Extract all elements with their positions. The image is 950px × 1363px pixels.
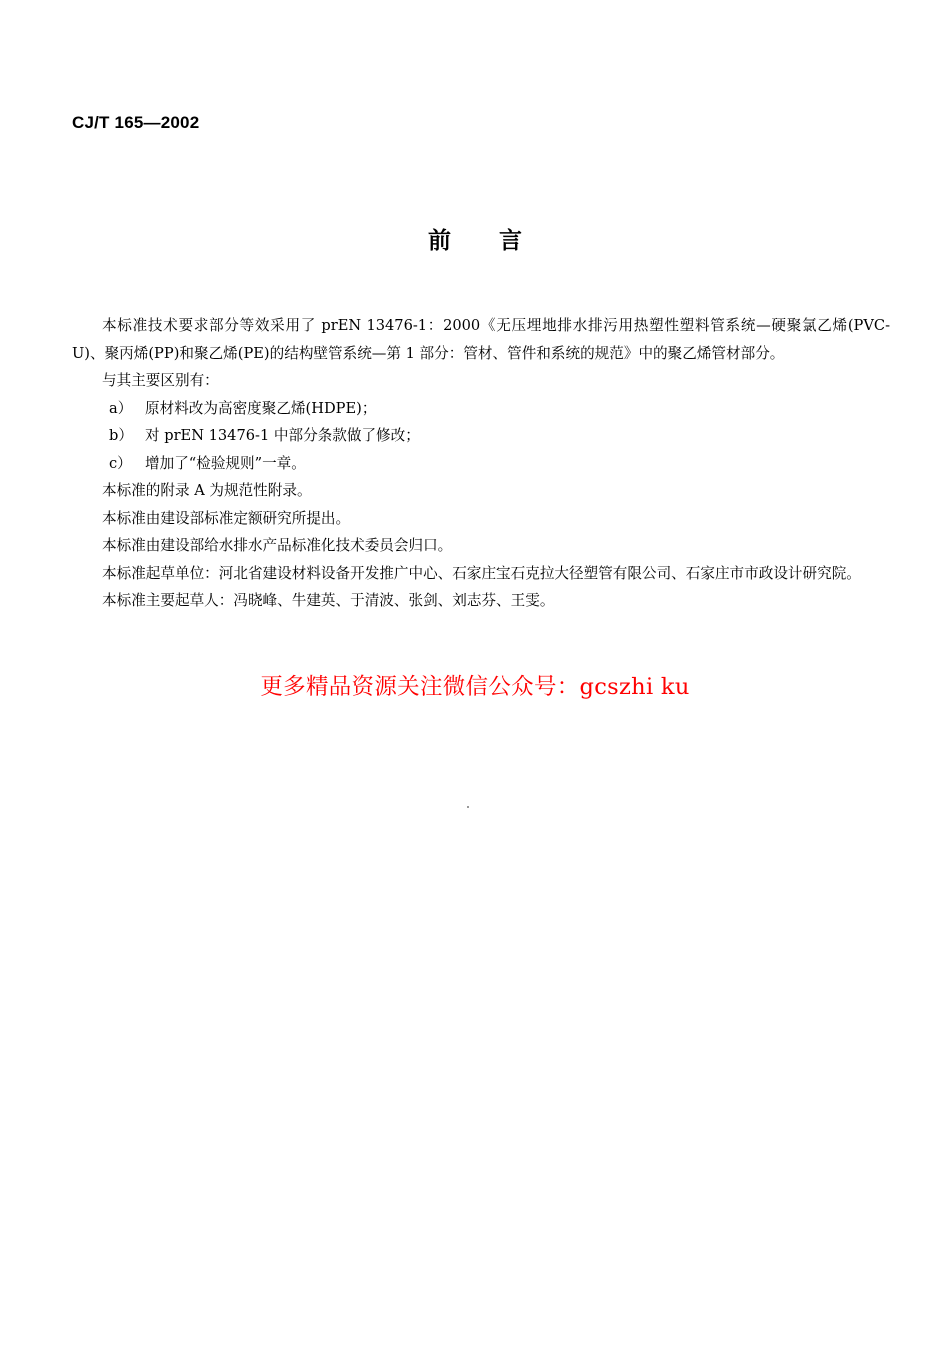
paragraph-proposed-by: 本标准由建设部标准定额研究所提出。: [102, 509, 351, 527]
list-marker: a）: [109, 399, 133, 417]
list-item-text: 增加了“检验规则”一章。: [145, 454, 306, 472]
list-item: [72, 422, 890, 450]
promo-notice: 更多精品资源关注微信公众号：gcszhi ku: [260, 674, 690, 700]
list-item: [72, 450, 890, 478]
paragraph-appendix: 本标准的附录 A 为规范性附录。: [102, 482, 312, 499]
scan-speck: [467, 806, 469, 808]
list-item-text: 对 prEN 13476-1 中部分条款做了修改；: [145, 427, 420, 444]
document-body: [72, 312, 890, 615]
paragraph-centralized-by: 本标准由建设部给水排水产品标准化技术委员会归口。: [102, 537, 453, 554]
paragraph-drafting-units: 本标准起草单位：河北省建设材料设备开发推广中心、石家庄宝石克拉大径塑管有限公司、石家庄市市政设计研究院。: [102, 564, 861, 582]
paragraph-drafters: 本标准主要起草人：冯晓峰、牛建英、于清波、张剑、刘志芬、王雯。: [102, 592, 555, 609]
paragraph-adoption: 本标准技术要求部分等效采用了 prEN 13476-1：2000《无压埋地排水排污用热塑性塑料管系统—硬聚氯乙烯(PVC-U)、聚丙烯(PP)和聚乙烯(PE)的结构壁管系统—第 1 部分：管材、管件和系统的规范》中的聚乙烯管材部分。: [72, 317, 890, 362]
page-title: 前言: [428, 228, 570, 254]
paragraph-differences-intro: 与其主要区别有：: [102, 372, 219, 389]
list-marker: b）: [109, 427, 133, 444]
standard-code: CJ/T 165—2002: [72, 113, 200, 132]
list-item-text: 原材料改为高密度聚乙烯(HDPE)；: [145, 399, 377, 417]
list-marker: c）: [109, 454, 132, 472]
list-item: [72, 395, 890, 423]
